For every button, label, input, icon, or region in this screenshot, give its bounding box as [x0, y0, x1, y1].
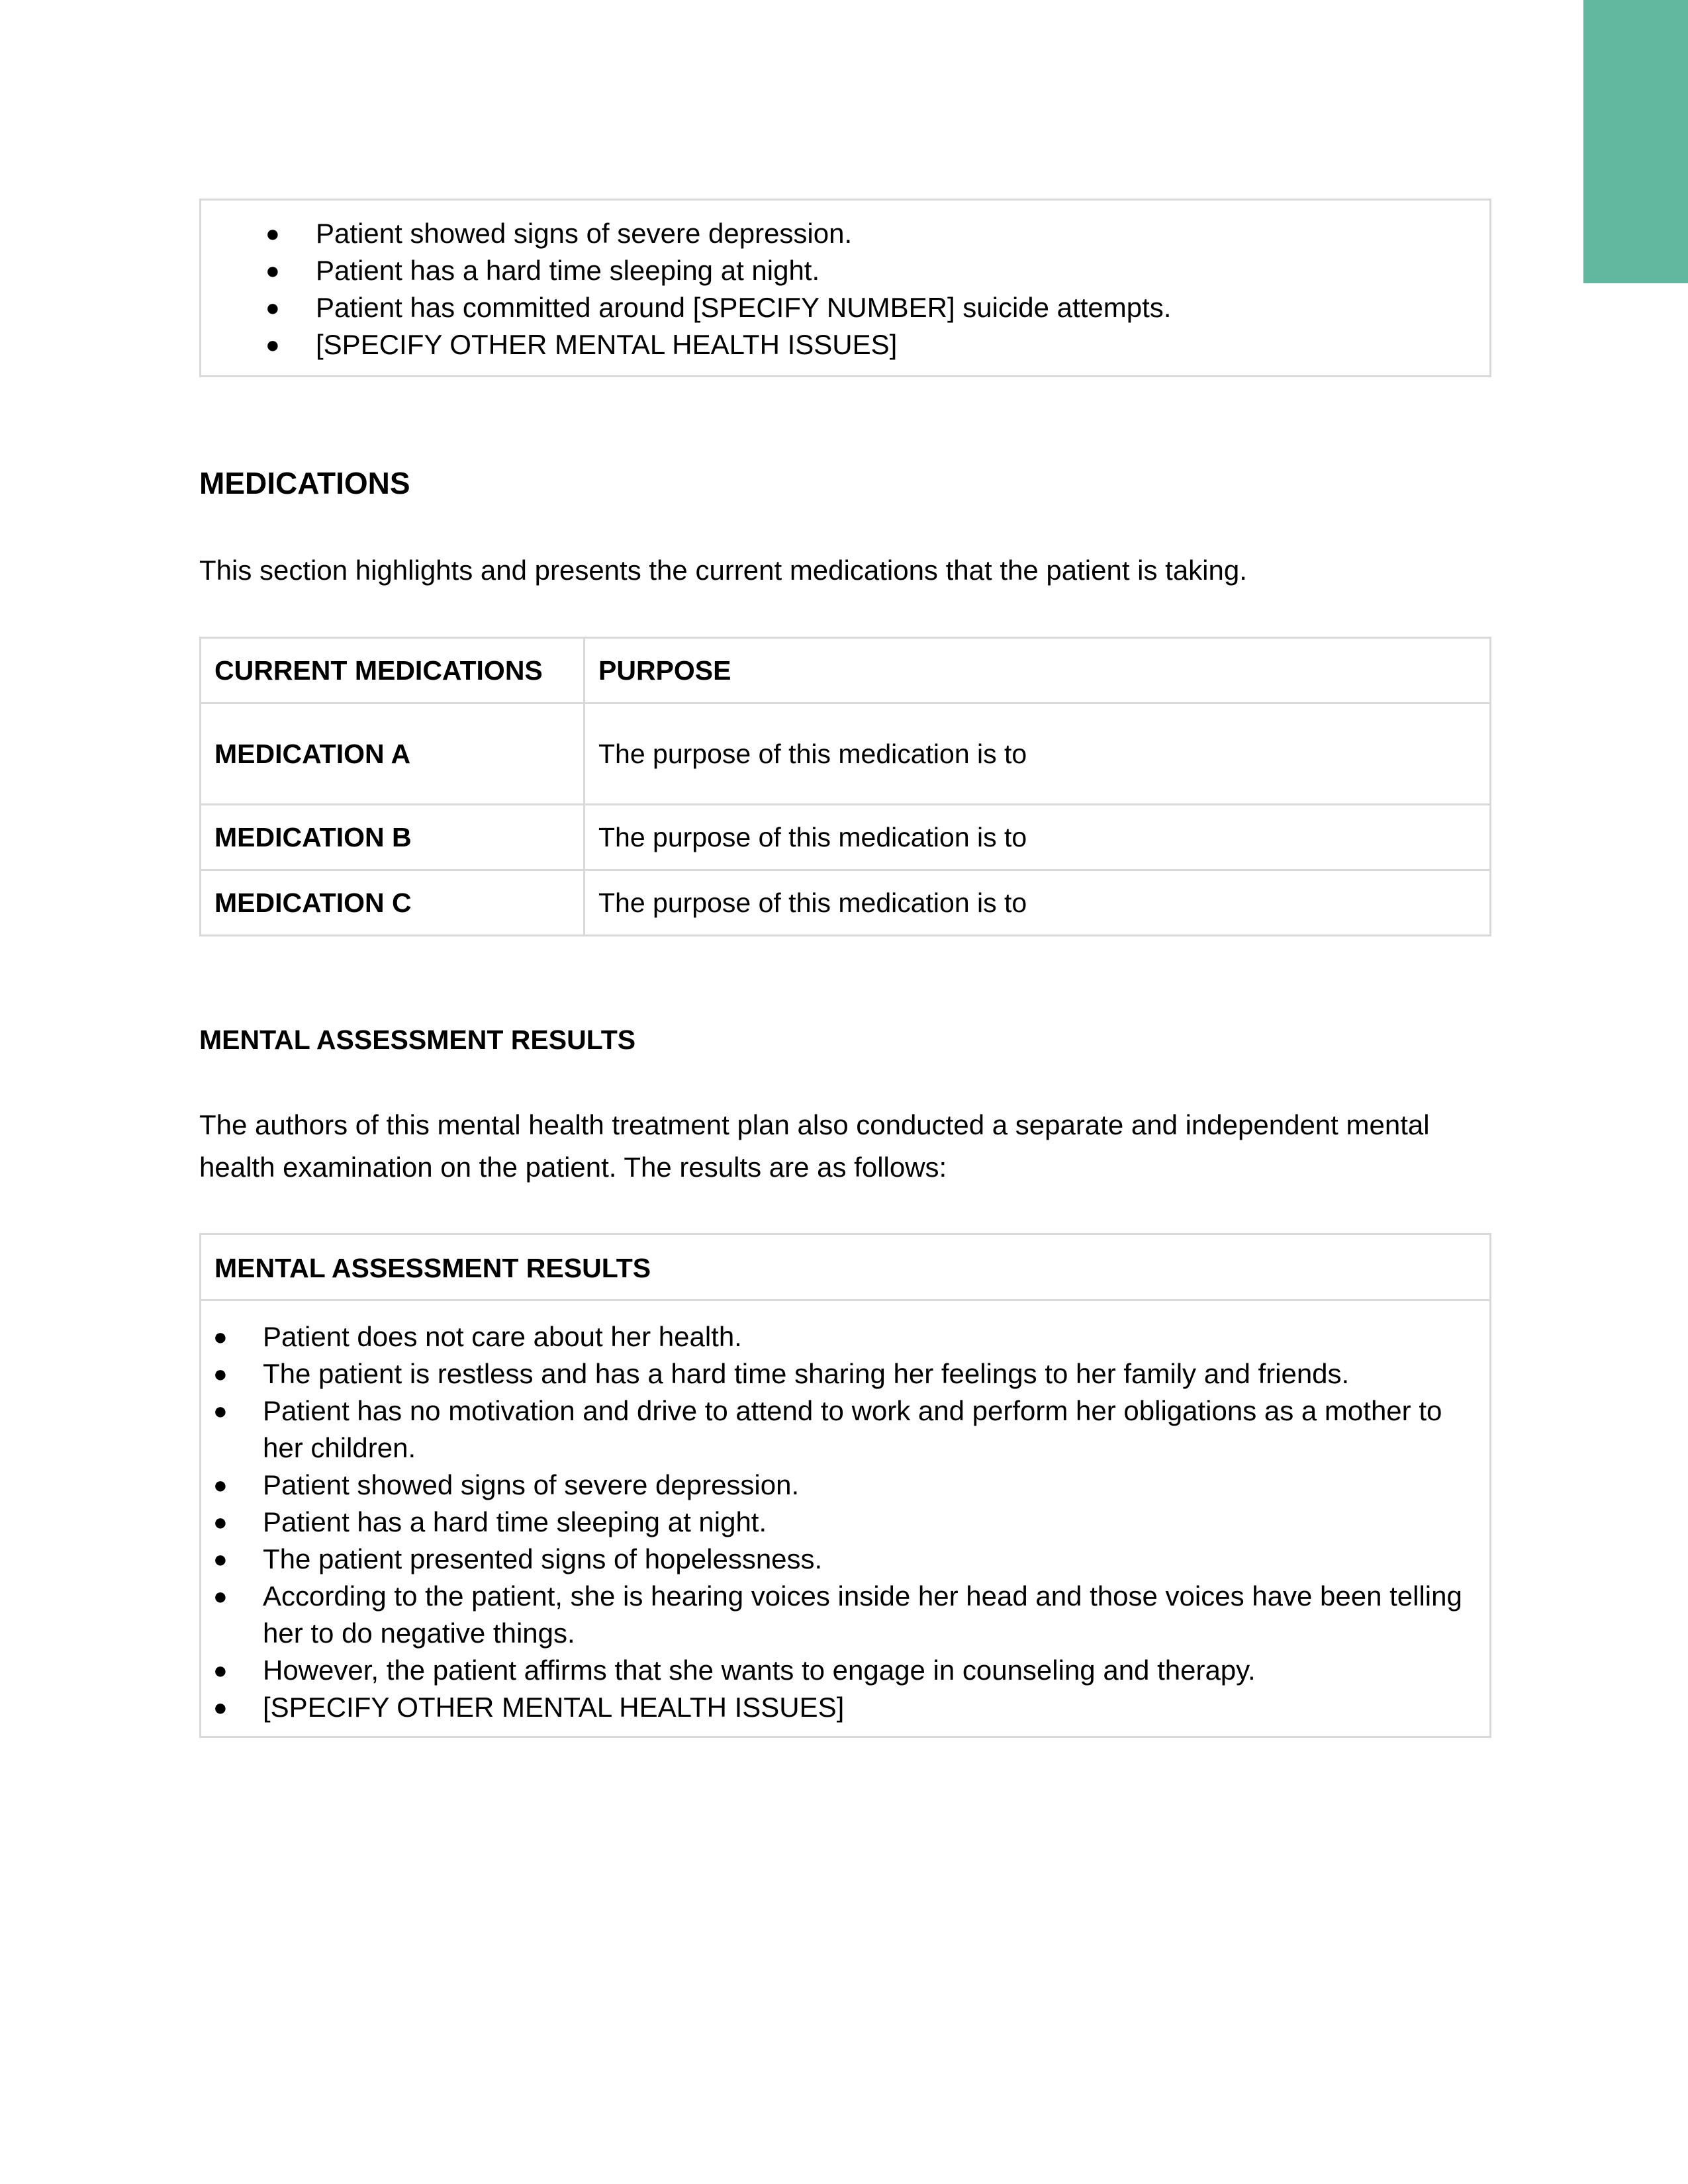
list-item — [201, 326, 1476, 363]
list-item-text: Patient has a hard time sleeping at night. — [316, 255, 820, 286]
mental-assessment-intro: The authors of this mental health treatment plan also conducted a separate and independent mental health examination on the patient. The results are as follows: — [199, 1109, 1430, 1183]
bullet-icon: ● — [213, 1545, 228, 1572]
list-item-text: Patient showed signs of severe depression. — [316, 218, 853, 249]
bullet-icon: ● — [265, 294, 280, 321]
list-item-text: Patient has no motivation and drive to attend to work and perform her obligations as a mother to her children. — [263, 1395, 1442, 1463]
bullet-icon: ● — [265, 257, 280, 284]
list-item-text: However, the patient affirms that she wants to engage in counseling and therapy. — [263, 1655, 1256, 1686]
corner-accent-tab — [1583, 0, 1688, 283]
medication-name: MEDICATION A — [201, 704, 585, 805]
list-item-text: The patient presented signs of hopelessness. — [263, 1543, 823, 1574]
list-item-text: [SPECIFY OTHER MENTAL HEALTH ISSUES] — [263, 1692, 845, 1723]
bullet-icon: ● — [213, 1360, 228, 1387]
column-header-purpose: PURPOSE — [585, 638, 1491, 704]
table-header-row — [201, 638, 1491, 704]
list-item-text: Patient has committed around [SPECIFY NUMBER] suicide attempts. — [316, 292, 1172, 323]
list-item — [201, 1355, 1470, 1392]
list-item-text: The patient is restless and has a hard time sharing her feelings to her family and friends. — [263, 1358, 1350, 1389]
list-item — [201, 215, 1476, 252]
list-item — [201, 1689, 1470, 1726]
bullet-icon: ● — [265, 331, 280, 358]
mental-assessment-heading: MENTAL ASSESSMENT RESULTS — [199, 1024, 636, 1055]
bullet-icon: ● — [213, 1397, 228, 1424]
list-item — [201, 1578, 1470, 1652]
list-item — [201, 1541, 1470, 1578]
medications-table — [199, 637, 1491, 936]
bullet-icon: ● — [213, 1694, 228, 1721]
table-row — [201, 870, 1491, 936]
medication-purpose: The purpose of this medication is to — [585, 704, 1491, 805]
medication-name: MEDICATION B — [201, 805, 585, 870]
list-item-text: Patient does not care about her health. — [263, 1321, 742, 1352]
bullet-icon: ● — [213, 1582, 228, 1610]
list-item — [201, 252, 1476, 289]
bullet-icon: ● — [213, 1508, 228, 1535]
medication-name: MEDICATION C — [201, 870, 585, 936]
list-item-text: Patient showed signs of severe depression. — [263, 1469, 800, 1500]
list-item-text: According to the patient, she is hearing voices inside her head and those voices have been telling her to do negative things. — [263, 1580, 1462, 1649]
medications-heading: MEDICATIONS — [199, 466, 410, 500]
mental-assessment-box — [199, 1233, 1491, 1738]
table-row — [201, 805, 1491, 870]
medications-intro: This section highlights and presents the current medications that the patient is taking. — [199, 555, 1247, 586]
list-item — [201, 289, 1476, 326]
issues-list — [201, 215, 1476, 363]
table-row — [201, 704, 1491, 805]
mental-assessment-box-title: MENTAL ASSESSMENT RESULTS — [201, 1235, 1489, 1301]
list-item — [201, 1318, 1470, 1355]
medication-purpose: The purpose of this medication is to — [585, 870, 1491, 936]
bullet-icon: ● — [213, 1471, 228, 1498]
medication-purpose: The purpose of this medication is to — [585, 805, 1491, 870]
bullet-icon: ● — [213, 1657, 228, 1684]
column-header-medications: CURRENT MEDICATIONS — [201, 638, 585, 704]
issues-summary-box — [199, 199, 1491, 377]
list-item — [201, 1504, 1470, 1541]
list-item — [201, 1467, 1470, 1504]
list-item-text: Patient has a hard time sleeping at night. — [263, 1506, 767, 1537]
bullet-icon: ● — [213, 1323, 228, 1350]
list-item-text: [SPECIFY OTHER MENTAL HEALTH ISSUES] — [316, 329, 898, 360]
assessment-list — [201, 1301, 1489, 1726]
bullet-icon: ● — [265, 220, 280, 247]
list-item — [201, 1652, 1470, 1689]
list-item — [201, 1392, 1470, 1467]
